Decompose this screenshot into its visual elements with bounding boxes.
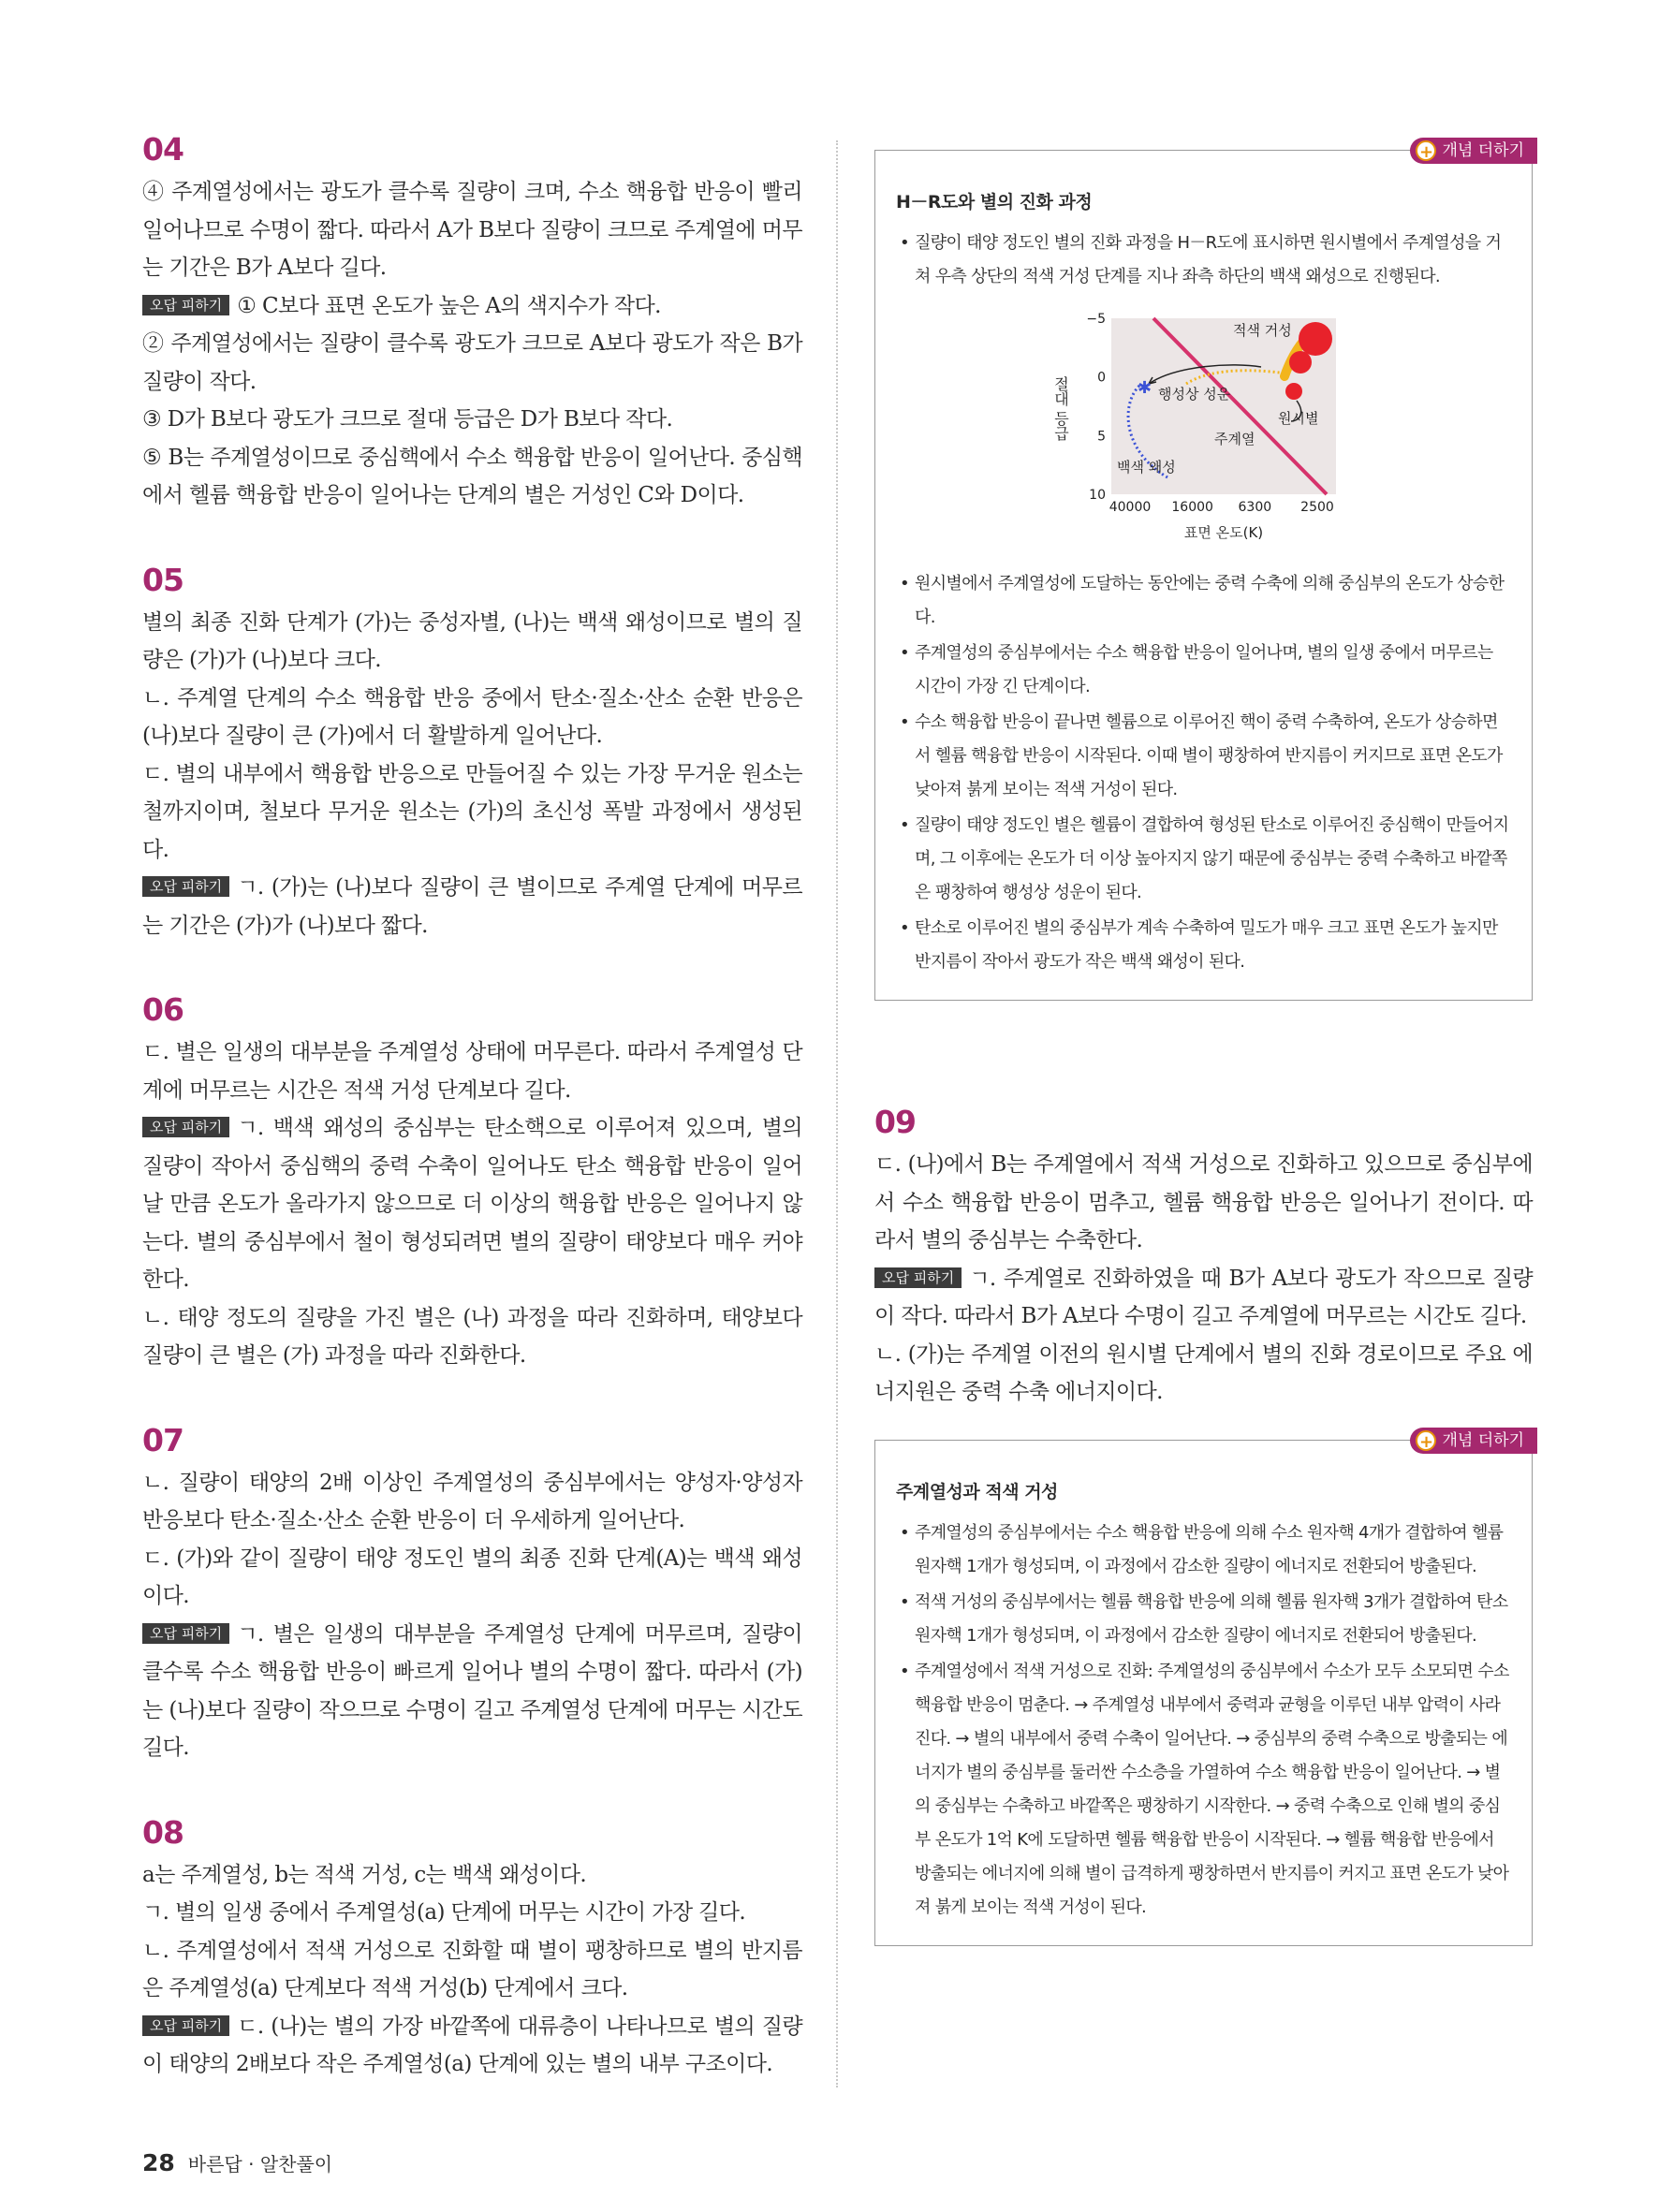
- giant-star-body: [1289, 351, 1312, 374]
- explanation-text: ㄷ. 별의 내부에서 핵융합 반응으로 만들어질 수 있는 가장 무거운 원소는 철까지이며, 철보다 무거운 원소는 (가)의 초신성 폭발 과정에서 생성된다.: [142, 761, 802, 862]
- page-number: 28: [142, 2149, 175, 2176]
- x-tick-label: 2500: [1300, 500, 1334, 515]
- y-tick-label: 10: [1089, 488, 1106, 503]
- explanation-text: ㄷ. 별은 일생의 대부분을 주계열성 상태에 머무른다. 따라서 주계열성 단계에 머무르는 시간은 적색 거성 단계보다 길다.: [142, 1040, 802, 1103]
- wrong-answer-badge: 오답 피하기: [142, 876, 229, 897]
- nebula-star-icon: ✱: [1138, 378, 1152, 398]
- concept-tag: + 개념 더하기: [1410, 1428, 1537, 1454]
- x-tick-label: 6300: [1238, 500, 1272, 515]
- wrong-answer-line: 오답 피하기 ㄱ. 백색 왜성의 중심부는 탄소핵으로 이루어져 있으며, 별의 질량이 작아서 중심핵의 중력 수축이 일어나도 탄소 핵융합 반응이 일어날 만큼 온도가 올라가지 않으므로 더 이상의 핵융합 반응은 일어나지 않는다. 별의 중심부에서 철이 형성되려면 별의 질량이 태양보다 매우 커야 한다.: [142, 1116, 802, 1292]
- concept-box-main-sequence: [874, 1430, 1533, 1946]
- question-number: 08: [142, 1813, 184, 1851]
- answer-04: [142, 131, 802, 515]
- explanation-text: ㄴ. 주계열 단계의 수소 핵융합 반응 중에서 탄소·질소·산소 순환 반응은 (나)보다 질량이 큰 (가)에서 더 활발하게 일어난다.: [142, 685, 802, 748]
- explanation-text: ③ D가 B보다 광도가 크므로 절대 등급은 D가 B보다 작다.: [142, 407, 673, 432]
- concept-box-hr-diagram: [874, 141, 1533, 1001]
- wrong-answer-badge: 오답 피하기: [142, 295, 229, 315]
- explanation-text: ㄱ. 별의 일생 중에서 주계열성(a) 단계에 머무는 시간이 가장 길다.: [142, 1900, 746, 1925]
- wrong-answer-line: 오답 피하기 ㄱ. 주계열로 진화하였을 때 B가 A보다 광도가 작으므로 질량이 작다. 따라서 B가 A보다 수명이 길고 주계열에 머무르는 시간도 길다.: [874, 1266, 1533, 1328]
- wrong-answer-line: 오답 피하기 ① C보다 표면 온도가 높은 A의 색지수가 작다.: [142, 287, 802, 326]
- concept-title: 주계열성과 적색 거성: [896, 1481, 1058, 1502]
- explanation-text: ㄷ. (가)와 같이 질량이 태양 정도인 별의 최종 진화 단계(A)는 백색 왜성이다.: [142, 1545, 802, 1608]
- x-tick-label: 40000: [1108, 500, 1152, 515]
- y-tick-label: 0: [1097, 370, 1106, 386]
- right-column: [874, 141, 1533, 1946]
- concept-bullet: • 주계열성에서 적색 거성으로 진화: 주계열성의 중심부에서 수소가 모두 소모되면 수소 핵융합 반응이 멈춘다. → 주계열성 내부에서 중력과 균형을 이루던 내부 압력이 사라진다. → 별의 내부에서 중력 수축이 일어난다. → 중심부의 중력 수축으로 방출되는 에너지가 별의 중심부를 둘러싼 수소층을 가열하여 수소 핵융합 반응이 일어난다. → 별의 중심부는 수축하고 바깥쪽은 팽창하기 시작한다. → 중력 수축으로 인해 별의 중심부 온도가 1억 K에 도달하면 헬륨 핵융합 반응이 시작된다. → 헬륨 핵융합 반응에서 방출되는 에너지에 의해 별이 급격하게 팽창하면서 반지름이 커지고 표면 온도가 낮아져 붉게 보이는 적색 거성이 된다.: [896, 1655, 1511, 1925]
- concept-bullet: • 질량이 태양 정도인 별의 진화 과정을 H－R도에 표시하면 원시별에서 주계열성을 거쳐 우측 상단의 적색 거성 단계를 지나 좌측 하단의 백색 왜성으로 진행된다.: [896, 227, 1511, 294]
- wrong-answer-line: 오답 피하기 ㄱ. (가)는 (나)보다 질량이 큰 별이므로 주계열 단계에 머무르는 기간은 (가)가 (나)보다 짧다.: [142, 875, 802, 938]
- column-divider: [836, 140, 838, 2087]
- answer-07: [142, 1422, 802, 1767]
- wrong-answer-line: 오답 피하기 ㄱ. 별은 일생의 대부분을 주계열성 단계에 머무르며, 질량이 클수록 수소 핵융합 반응이 빠르게 일어나 별의 수명이 짧다. 따라서 (가)는 (나)보다 질량이 작으므로 수명이 길고 주계열성 단계에 머무는 시간도 길다.: [142, 1621, 802, 1760]
- book-title: 바른답 · 알찬풀이: [187, 2153, 333, 2175]
- question-number: 04: [142, 131, 184, 168]
- concept-title: H－R도와 별의 진화 과정: [896, 192, 1093, 212]
- explanation-text: a는 주계열성, b는 적색 거성, c는 백색 왜성이다.: [142, 1862, 587, 1887]
- protostar-blob: [1285, 383, 1302, 400]
- y-axis-label: 절대 등급: [1051, 376, 1070, 442]
- question-number: 07: [142, 1421, 184, 1458]
- red-giant-star: [1299, 322, 1332, 356]
- concept-bullet: • 주계열성의 중심부에서는 수소 핵융합 반응에 의해 수소 원자핵 4개가 결합하여 헬륨 원자핵 1개가 형성되며, 이 과정에서 감소한 질량이 에너지로 전환되어 방출된다.: [896, 1516, 1511, 1584]
- explanation-text: ⑤ B는 주계열성이므로 중심핵에서 수소 핵융합 반응이 일어난다. 중심핵에서 헬륨 핵융합 반응이 일어나는 단계의 별은 거성인 C와 D이다.: [142, 445, 802, 507]
- y-tick-label: −5: [1086, 312, 1106, 327]
- label-protostar: 원시별: [1278, 410, 1319, 427]
- concept-bullet: • 원시별에서 주계열성에 도달하는 동안에는 중력 수축에 의해 중심부의 온도가 상승한다.: [896, 567, 1511, 635]
- y-tick-label: 5: [1097, 429, 1106, 445]
- answer-09: [874, 1104, 1533, 1412]
- concept-bullet: • 질량이 태양 정도인 별은 헬륨이 결합하여 형성된 탄소로 이루어진 중심핵이 만들어지며, 그 이후에는 온도가 더 이상 높아지지 않기 때문에 중심부는 중력 수축하고 바깥쪽은 팽창하여 행성상 성운이 된다.: [896, 809, 1511, 910]
- concept-bullet: • 주계열성의 중심부에서는 수소 핵융합 반응이 일어나며, 별의 일생 중에서 머무르는 시간이 가장 긴 단계이다.: [896, 637, 1511, 704]
- concept-bullet: • 적색 거성의 중심부에서는 헬륨 핵융합 반응에 의해 헬륨 원자핵 3개가 결합하여 탄소 원자핵 1개가 형성되며, 이 과정에서 감소한 질량이 에너지로 전환되어 방출된다.: [896, 1586, 1511, 1653]
- question-number: 06: [142, 991, 184, 1028]
- answer-08: [142, 1814, 802, 2084]
- question-number: 05: [142, 561, 184, 598]
- concept-tag: + 개념 더하기: [1410, 138, 1537, 164]
- answer-06: [142, 991, 802, 1375]
- explanation-text: ㄴ. 태양 정도의 질량을 가진 별은 (나) 과정을 따라 진화하며, 태양보다 질량이 큰 별은 (가) 과정을 따라 진화한다.: [142, 1305, 802, 1368]
- wrong-answer-badge: 오답 피하기: [142, 2015, 229, 2036]
- label-main-sequence: 주계열: [1214, 431, 1255, 447]
- label-planetary-nebula: 행성상 성운: [1158, 386, 1231, 403]
- page-footer: [142, 2149, 332, 2176]
- plus-icon: +: [1416, 1430, 1436, 1451]
- wrong-answer-badge: 오답 피하기: [142, 1623, 229, 1644]
- explanation-text: ④ 주계열성에서는 광도가 클수록 질량이 크며, 수소 핵융합 반응이 빨리 일어나므로 수명이 짧다. 따라서 A가 B보다 질량이 크므로 주계열에 머무는 기간은 B가 A보다 길다.: [142, 180, 802, 280]
- wrong-answer-line: 오답 피하기 ㄷ. (나)는 별의 가장 바깥쪽에 대류층이 나타나므로 별의 질량이 태양의 2배보다 작은 주계열성(a) 단계에 있는 별의 내부 구조이다.: [142, 2014, 802, 2076]
- question-number: 09: [874, 1104, 916, 1140]
- wrong-answer-badge: 오답 피하기: [142, 1117, 229, 1137]
- label-white-dwarf: 백색 왜성: [1117, 459, 1176, 476]
- concept-bullet: • 수소 핵융합 반응이 끝나면 헬륨으로 이루어진 핵이 중력 수축하여, 온도가 상승하면서 헬륨 핵융합 반응이 시작된다. 이때 별이 팽창하여 반지름이 커지므로 표면 온도가 낮아져 붉게 보이는 적색 거성이 된다.: [896, 706, 1511, 807]
- x-axis-label: 표면 온도(K): [1183, 524, 1264, 541]
- answer-05: [142, 562, 802, 945]
- left-column: [142, 131, 802, 2131]
- label-red-giant: 적색 거성: [1233, 322, 1292, 339]
- explanation-text: ㄴ. (가)는 주계열 이전의 원시별 단계에서 별의 진화 경로이므로 주요 에너지원은 중력 수축 에너지이다.: [874, 1341, 1533, 1404]
- concept-bullet: • 탄소로 이루어진 별의 중심부가 계속 수축하여 밀도가 매우 크고 표면 온도가 높지만 반지름이 작아서 광도가 작은 백색 왜성이 된다.: [896, 912, 1511, 979]
- explanation-text: ㄴ. 주계열성에서 적색 거성으로 진화할 때 별이 팽창하므로 별의 반지름은 주계열성(a) 단계보다 적색 거성(b) 단계에서 크다.: [142, 1938, 802, 2000]
- plus-icon: +: [1416, 140, 1436, 161]
- explanation-text: 별의 최종 진화 단계가 (가)는 중성자별, (나)는 백색 왜성이므로 별의 질량은 (가)가 (나)보다 크다.: [142, 609, 802, 672]
- hr-diagram: [1046, 311, 1355, 545]
- x-tick-label: 16000: [1171, 500, 1213, 515]
- wrong-answer-badge: 오답 피하기: [874, 1267, 962, 1288]
- explanation-text: ② 주계열성에서는 질량이 클수록 광도가 크므로 A보다 광도가 작은 B가 질량이 작다.: [142, 331, 802, 394]
- explanation-text: ㄴ. 질량이 태양의 2배 이상인 주계열성의 중심부에서는 양성자·양성자 반응보다 탄소·질소·산소 순환 반응이 더 우세하게 일어난다.: [142, 1470, 802, 1532]
- explanation-text: ㄷ. (나)에서 B는 주계열에서 적색 거성으로 진화하고 있으므로 중심부에서 수소 핵융합 반응이 멈추고, 헬륨 핵융합 반응은 일어나기 전이다. 따라서 별의 중심부는 수축한다.: [874, 1152, 1533, 1252]
